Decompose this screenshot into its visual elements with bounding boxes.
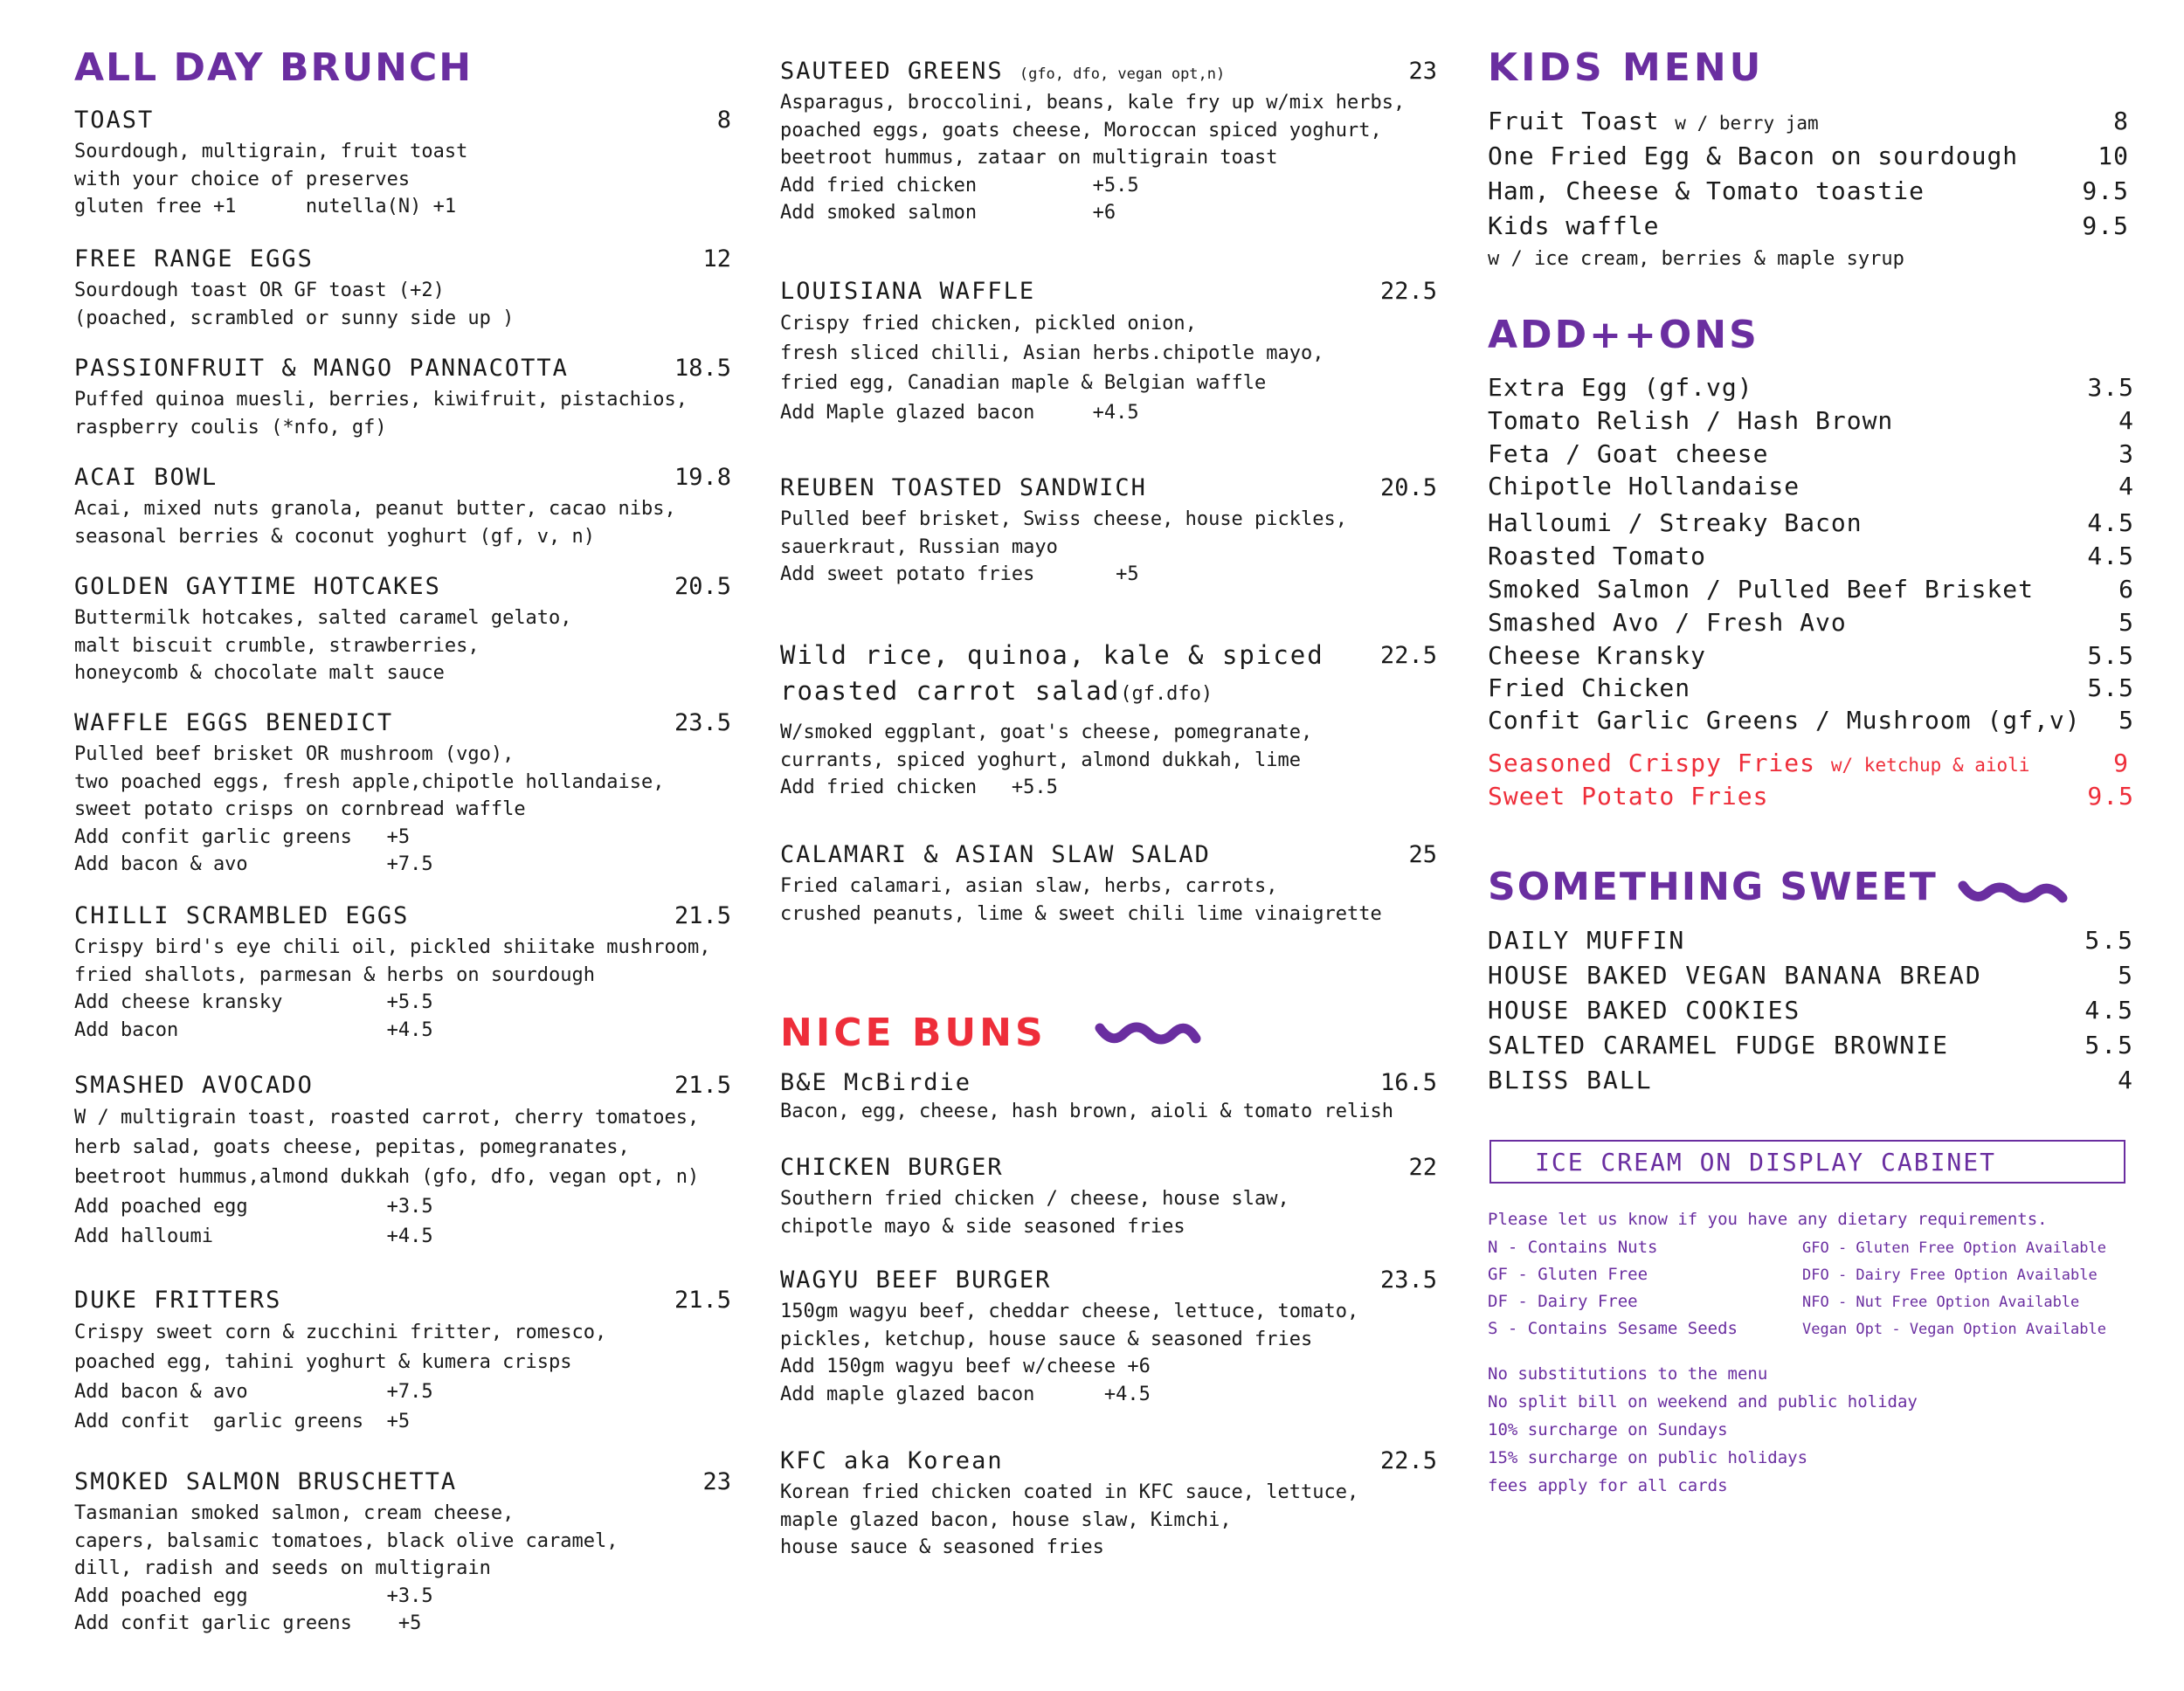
policy-note: fees apply for all cards [1488, 1476, 1728, 1495]
column-mains [780, 0, 1444, 1691]
item-name: LOUISIANA WAFFLE [780, 278, 1036, 305]
item-name: Seasoned Crispy Fries w/ ketchup & aioli [1488, 749, 2030, 777]
item-price: 6 [2118, 575, 2134, 604]
kids-item [1488, 176, 2134, 205]
menu-item [74, 1468, 738, 1638]
item-price: 19.8 [674, 464, 731, 491]
addon-item [1488, 575, 2134, 604]
item-name: Wild rice, quinoa, kale & spiced roasted carrot salad(gf.dfo) [780, 640, 1324, 706]
item-tag: (gf.dfo) [1120, 683, 1213, 705]
item-name: One Fried Egg & Bacon on sourdough [1488, 141, 2019, 170]
item-name: B&E McBirdie [780, 1069, 972, 1096]
item-price: 4 [2118, 472, 2134, 500]
item-price: 4.5 [2084, 996, 2134, 1025]
allergen-key: S - Contains Sesame Seeds [1488, 1319, 1738, 1338]
item-name: Fried Chicken [1488, 673, 1691, 702]
menu-item [780, 58, 1444, 227]
item-name: KFC aka Korean [780, 1447, 1004, 1474]
item-name: CHILLI SCRAMBLED EGGS [74, 902, 410, 929]
addon-item [1488, 542, 2134, 570]
option-key: Vegan Opt - Vegan Option Available [1802, 1321, 2106, 1338]
menu-item [74, 355, 738, 441]
kids-title: KIDS MENU [1488, 45, 1765, 90]
menu-item [780, 1154, 1444, 1240]
menu-item [780, 1069, 1444, 1126]
item-tag: (gfo, dfo, vegan opt,n) [1019, 66, 1226, 83]
column-extras [1488, 0, 2134, 1691]
item-price: 10 [2098, 141, 2129, 170]
item-description: Pulled beef brisket OR mushroom (vgo), two poached eggs, fresh apple,chipotle hollandaise, sweet potato crisps on cornbread waffle Add confit garlic greens +5 Add bacon & avo +7.5 [74, 743, 665, 875]
item-price: 23.5 [674, 709, 731, 736]
column-brunch [74, 0, 738, 1691]
fries-item [1488, 749, 2134, 777]
kids-item [1488, 107, 2134, 135]
sweet-item [1488, 1031, 2134, 1059]
item-name: DUKE FRITTERS [74, 1287, 282, 1314]
addon-item [1488, 673, 2134, 702]
item-name: Kids waffle [1488, 211, 1660, 240]
item-description: Crispy fried chicken, pickled onion, fresh sliced chilli, Asian herbs.chipotle mayo, fried egg, Canadian maple & Belgian waffle Add Maple glazed bacon +4.5 [780, 313, 1324, 424]
option-key: NFO - Nut Free Option Available [1802, 1294, 2080, 1311]
menu-item [780, 278, 1444, 428]
item-price: 22.5 [1379, 1447, 1437, 1474]
squiggle-decoration [1095, 1016, 1201, 1051]
menu-item [780, 841, 1444, 928]
item-name: FREE RANGE EGGS [74, 245, 314, 273]
policy-note: 15% surcharge on public holidays [1488, 1448, 1808, 1467]
menu-item [74, 245, 738, 332]
dietary-note: Please let us know if you have any dietary requirements. [1488, 1210, 2048, 1229]
policy-note: No substitutions to the menu [1488, 1364, 1768, 1384]
kids-item [1488, 141, 2134, 170]
allergen-key: DF - Dairy Free [1488, 1292, 1638, 1311]
item-price: 21.5 [674, 1287, 731, 1314]
item-description: Sourdough toast OR GF toast (+2) (poached, scrambled or sunny side up ) [74, 280, 515, 329]
item-name: Halloumi / Streaky Bacon [1488, 508, 1863, 537]
item-description: Southern fried chicken / cheese, house slaw, chipotle mayo & side seasoned fries [780, 1188, 1289, 1238]
item-description: Fried calamari, asian slaw, herbs, carrots, crushed peanuts, lime & sweet chili lime vinaigrette [780, 875, 1382, 925]
menu-item [74, 464, 738, 550]
squiggle-decoration [1958, 875, 2068, 910]
item-price: 20.5 [674, 573, 731, 600]
sweet-item [1488, 996, 2134, 1025]
menu-item [780, 474, 1444, 589]
item-name: Smoked Salmon / Pulled Beef Brisket [1488, 575, 2035, 604]
item-name: SALTED CARAMEL FUDGE BROWNIE [1488, 1031, 1950, 1059]
item-description: Crispy bird's eye chili oil, pickled shiitake mushroom, fried shallots, parmesan & herbs on sourdough Add cheese kransky +5.5 Add bacon +4.5 [74, 936, 711, 1041]
item-name: Extra Egg (gf.vg) [1488, 373, 1753, 402]
addon-item [1488, 439, 2134, 468]
brunch-title: ALL DAY BRUNCH [74, 45, 473, 90]
menu-item [74, 1072, 738, 1252]
item-description: 150gm wagyu beef, cheddar cheese, lettuce, tomato, pickles, ketchup, house sauce & seasoned fries Add 150gm wagyu beef w/cheese +6 Add maple glazed bacon +4.5 [780, 1301, 1359, 1405]
addon-item [1488, 608, 2134, 637]
item-name: Cheese Kransky [1488, 641, 1707, 670]
item-name: SMASHED AVOCADO [74, 1072, 314, 1099]
addon-item [1488, 508, 2134, 537]
item-price: 4.5 [2087, 542, 2134, 570]
item-price: 16.5 [1379, 1069, 1437, 1096]
menu-item [74, 709, 738, 879]
item-name: Tomato Relish / Hash Brown [1488, 406, 1894, 435]
addon-item [1488, 706, 2134, 735]
item-description: Puffed quinoa muesli, berries, kiwifruit, pistachios, raspberry coulis (*nfo, gf) [74, 389, 688, 438]
addon-item [1488, 472, 2134, 500]
item-price: 5 [2118, 961, 2134, 990]
item-name: Roasted Tomato [1488, 542, 1707, 570]
item-name: HOUSE BAKED COOKIES [1488, 996, 1801, 1025]
sweet-item [1488, 926, 2134, 955]
item-name: ACAI BOWL [74, 464, 218, 491]
item-description: Sourdough, multigrain, fruit toast with your choice of preserves gluten free +1 nutella(N) +1 [74, 141, 468, 217]
item-description: Korean fried chicken coated in KFC sauce, lettuce, maple glazed bacon, house slaw, Kimchi, house sauce & seasoned fries [780, 1481, 1359, 1558]
item-price: 22.5 [1379, 278, 1437, 305]
policy-note: 10% surcharge on Sundays [1488, 1420, 1728, 1439]
item-price: 8 [2113, 107, 2129, 135]
item-description: Buttermilk hotcakes, salted caramel gelato, malt biscuit crumble, strawberries, honeycomb & chocolate malt sauce [74, 607, 572, 684]
menu-item [74, 1287, 738, 1437]
item-price: 23 [1408, 58, 1437, 85]
item-note: w/ ketchup & aioli [1830, 755, 2030, 776]
item-price: 5.5 [2087, 641, 2134, 670]
item-price: 22 [1408, 1154, 1437, 1181]
item-price: 21.5 [674, 902, 731, 929]
item-name: Confit Garlic Greens / Mushroom (gf,v) [1488, 706, 2081, 735]
item-name: Fruit Toast w / berry jam [1488, 107, 1819, 135]
item-description: Acai, mixed nuts granola, peanut butter, cacao nibs, seasonal berries & coconut yoghurt (gf, v, n) [74, 498, 676, 548]
item-name: CALAMARI & ASIAN SLAW SALAD [780, 841, 1211, 868]
item-price: 5 [2118, 706, 2134, 735]
item-price: 18.5 [674, 355, 731, 382]
item-name: WAFFLE EGGS BENEDICT [74, 709, 394, 736]
item-name: TOAST [74, 107, 155, 134]
allergen-key: GF - Gluten Free [1488, 1265, 1648, 1284]
item-price: 23 [702, 1468, 731, 1495]
addon-item [1488, 373, 2134, 402]
item-price: 4 [2118, 406, 2134, 435]
item-price: 25 [1408, 841, 1437, 868]
addons-title: ADD++ONS [1488, 313, 1759, 357]
policy-note: No split bill on weekend and public holiday [1488, 1392, 1918, 1411]
item-name: REUBEN TOASTED SANDWICH [780, 474, 1147, 501]
menu-item [780, 1267, 1444, 1408]
item-price: 4 [2118, 1066, 2134, 1094]
kids-waffle-note: w / ice cream, berries & maple syrup [1488, 248, 1904, 270]
item-price: 5.5 [2084, 926, 2134, 955]
option-key: GFO - Gluten Free Option Available [1802, 1239, 2106, 1257]
item-description: Asparagus, broccolini, beans, kale fry up w/mix herbs, poached eggs, goats cheese, Moroccan spiced yoghurt, beetroot hummus, zataar on multigrain toast Add fried chicken +5.5 Add smoked salmon +6 [780, 92, 1406, 224]
item-price: 9.5 [2087, 782, 2134, 811]
item-price: 3.5 [2087, 373, 2134, 402]
menu-item [780, 1447, 1444, 1562]
kids-item [1488, 211, 2134, 240]
item-name: HOUSE BAKED VEGAN BANANA BREAD [1488, 961, 1982, 990]
item-description: W/smoked eggplant, goat's cheese, pomegranate, currants, spiced yoghurt, almond dukkah, lime Add fried chicken +5.5 [780, 721, 1313, 798]
item-name: PASSIONFRUIT & MANGO PANNACOTTA [74, 355, 569, 382]
item-price: 12 [702, 245, 731, 273]
menu-item [780, 638, 1444, 802]
item-description: Pulled beef brisket, Swiss cheese, house pickles, sauerkraut, Russian mayo Add sweet potato fries +5 [780, 508, 1348, 585]
item-price: 20.5 [1379, 474, 1437, 501]
addon-item [1488, 641, 2134, 670]
item-description: Tasmanian smoked salmon, cream cheese, capers, balsamic tomatoes, black olive caramel, dill, radish and seeds on multigrain Add poached egg +3.5 Add confit garlic greens +5 [74, 1502, 619, 1634]
buns-title: NICE BUNS [780, 1011, 1047, 1055]
item-description: Crispy sweet corn & zucchini fritter, romesco, poached egg, tahini yoghurt & kumera crisps Add bacon & avo +7.5 Add confit garlic greens +5 [74, 1322, 607, 1432]
item-name: Ham, Cheese & Tomato toastie [1488, 176, 1925, 205]
item-price: 8 [716, 107, 731, 134]
addon-item [1488, 406, 2134, 435]
item-name: SAUTEED GREENS (gfo, dfo, vegan opt,n) [780, 58, 1226, 85]
item-name: BLISS BALL [1488, 1066, 1653, 1094]
item-name: GOLDEN GAYTIME HOTCAKES [74, 573, 441, 600]
item-name: WAGYU BEEF BURGER [780, 1267, 1052, 1294]
item-price: 9.5 [2082, 176, 2129, 205]
fries-item [1488, 782, 2134, 811]
item-name: Feta / Goat cheese [1488, 439, 1769, 468]
allergen-key: N - Contains Nuts [1488, 1238, 1658, 1257]
menu-item [74, 573, 738, 687]
item-note: w / berry jam [1675, 113, 1819, 134]
item-description: Bacon, egg, cheese, hash brown, aioli & tomato relish [780, 1101, 1393, 1122]
sweet-title: SOMETHING SWEET [1488, 865, 1938, 909]
item-description: W / multigrain toast, roasted carrot, cherry tomatoes, herb salad, goats cheese, pepitas, pomegranates, beetroot hummus,almond dukkah (gfo, dfo, vegan opt, n) Add poached egg +3.5 Add halloumi +4.5 [74, 1107, 700, 1247]
menu-item [74, 107, 738, 221]
item-price: 5.5 [2084, 1031, 2134, 1059]
item-name: DAILY MUFFIN [1488, 926, 1686, 955]
sweet-item [1488, 1066, 2134, 1094]
item-name: SMOKED SALMON BRUSCHETTA [74, 1468, 458, 1495]
item-price: 9 [2113, 749, 2129, 777]
item-price: 4.5 [2087, 508, 2134, 537]
item-price: 5.5 [2087, 673, 2134, 702]
item-name: Chipotle Hollandaise [1488, 472, 1800, 500]
option-key: DFO - Dairy Free Option Available [1802, 1267, 2098, 1284]
ice-cream-banner: ICE CREAM ON DISPLAY CABINET [1489, 1140, 2125, 1184]
sweet-item [1488, 961, 2134, 990]
item-price: 21.5 [674, 1072, 731, 1099]
item-price: 3 [2118, 439, 2134, 468]
item-price: 23.5 [1379, 1267, 1437, 1294]
item-name: Sweet Potato Fries [1488, 782, 1769, 811]
item-name: CHICKEN BURGER [780, 1154, 1004, 1181]
menu-item [74, 902, 738, 1044]
item-name: Smashed Avo / Fresh Avo [1488, 608, 1847, 637]
item-price: 22.5 [1379, 642, 1437, 669]
item-price: 9.5 [2082, 211, 2129, 240]
item-price: 5 [2118, 608, 2134, 637]
